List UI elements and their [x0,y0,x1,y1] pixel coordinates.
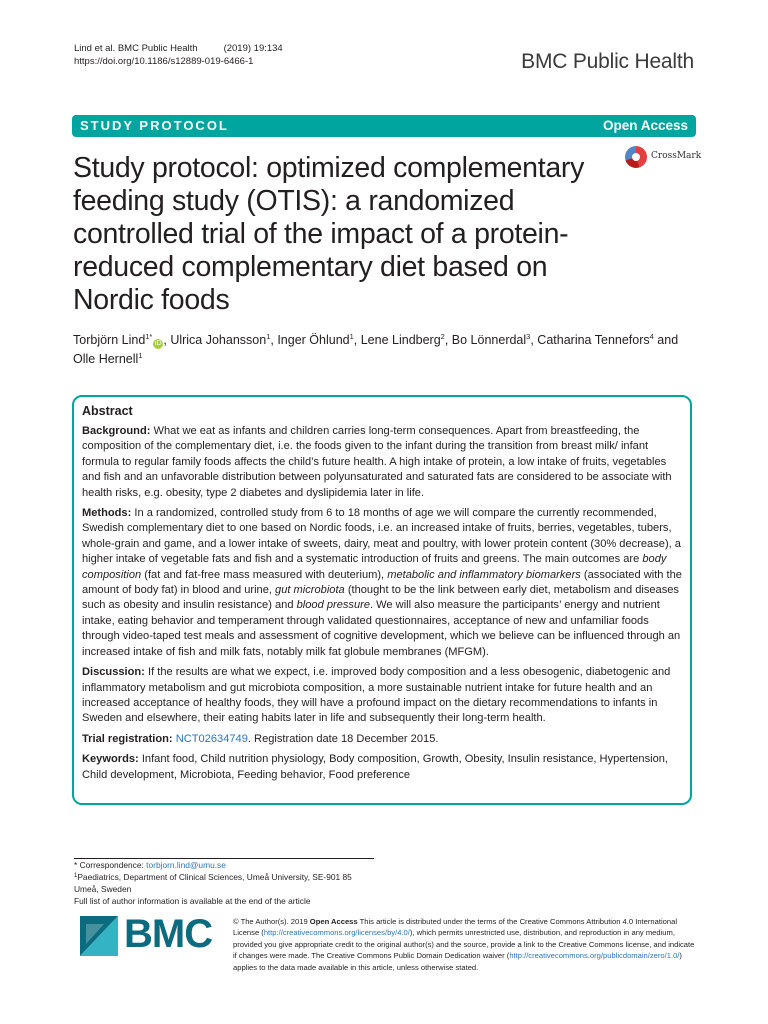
license-open-access: Open Access [309,917,358,926]
discussion-label: Discussion: [82,666,145,679]
license-url-link[interactable]: http://creativecommons.org/licenses/by/4.0/ [263,928,410,938]
correspondence-label: * Correspondence: [74,860,144,870]
methods-text: . We will also measure the participants’ energy and nutrient intake, eating behavior and temperament through validated questionnaires, acceptance of new and unfamiliar foods through video-taped test meals and assessment of cognitive development, which we believe can be influenced through an increased intake of fish and milk fats, notably milk fat globule membranes (MFGM). [82,599,681,658]
authors-conjunction: and [657,333,679,347]
methods-text: (associated with the amount of body fat) in blood and urine, [82,568,682,597]
author-affiliation-sup: 1 [349,332,354,341]
author-name: Olle Hernell [73,352,139,366]
citation-year-volume: (2019) 19:134 [223,43,283,54]
publicdomain-url-link[interactable]: http://creativecommons.org/publicdomain/zero/1.0/ [509,951,680,961]
journal-name: BMC Public Health [521,50,694,73]
author-name: Torbjörn Lind [73,333,146,347]
author-list: Torbjörn Lind$^{1*}$iD , Ulrica Johansson$^1$, Inger Öhlund$^1$, Lene Lindberg$^2$, Bo Lönnerdal$^3$, Catharina Tennefors$^4$ and Olle Hernell$^1$ [73,332,679,366]
crossmark-icon [625,146,647,168]
bmc-logo-icon [80,916,118,956]
author-info-note: Full list of author information is available at the end of the article [74,896,311,906]
methods-outcome: body composition [82,553,667,581]
crossmark-badge[interactable] [625,146,702,170]
bmc-logo-text: BMC [124,912,213,956]
doi-link[interactable]: https://doi.org/10.1186/s12889-019-6466-1 [74,56,254,67]
author-name: Ulrica Johansson [170,333,267,347]
keywords-text: Infant food, Child nutrition physiology, Body composition, Growth, Obesity, Insulin resistance, Hypertension, Child development, Microbiota, Feeding behavior, Food preference [82,753,669,781]
author-affiliation-sup: 1 [138,351,143,360]
methods-text: (thought to be the link between early diet, metabolism and diseases such as obesity and insulin resistance) and [82,584,679,612]
abstract-keywords [82,752,682,783]
author-affiliation-sup: 1 [266,332,271,341]
orcid-icon[interactable]: iD [155,340,162,347]
methods-outcome: blood pressure [296,599,370,612]
affiliation-line: Paediatrics, Department of Clinical Sciences, Umeå University, SE-901 85 [77,872,352,882]
license-body: ), which permits unrestricted use, distribution, and reproduction in any medium, provided you give appropriate credit to the original author(s) and the source, provide a link to the Creative Commons license, and indicate if changes were made. The Creative Commons Public Domain Dedication waiver ( [233,928,695,961]
citation-authors: Lind et al. BMC Public Health [74,43,198,54]
affiliation-sup: 1 [74,873,78,879]
author-name: Bo Lönnerdal [451,333,527,347]
author-name: Inger Öhlund [277,333,350,347]
methods-text: In a randomized, controlled study from 6 to 18 months of age we will compare the currently recommended, Swedish complementary diet to one based on Nordic foods, i.e. an increased intake of fruits, berries, vegetables, tubers, whole-grain and game, and a lower intake of sweets, dairy, meat and poultry, with lower protein content (30% decrease), a higher intake of vegetable fats and fish and a systematic introduction of fruits and greens. The main outcomes are [82,507,681,566]
abstract-heading: Abstract [82,404,133,418]
license-body: ) applies to the data made available in this article, unless otherwise stated. [233,951,682,972]
affiliation-line: Umeå, Sweden [74,884,132,894]
author-name: Catharina Tennefors [537,333,650,347]
crossmark-label: CrossMark [651,151,702,161]
methods-outcome: gut microbiota [275,584,345,597]
license-body: This article is distributed under the terms of the Creative Commons Attribution 4.0 International License ( [233,917,678,938]
open-access-label: Open Access [602,118,688,133]
citation-header [74,42,283,68]
abstract-background [82,424,682,501]
article-type-label: STUDY PROTOCOL [80,118,229,133]
license-text [233,916,695,973]
background-label: Background: [82,425,151,437]
author-name: Lene Lindberg [360,333,441,347]
author-affiliation-sup: 2 [440,332,445,341]
trial-id-link[interactable]: NCT02634749 [175,732,248,745]
footnotes [74,859,394,907]
author-affiliation-sup: 3 [526,332,531,341]
methods-text: (fat and fat-free mass measured with deuterium), [141,568,388,581]
trial-label: Trial registration: [82,732,173,745]
article-type-banner [72,115,696,137]
keywords-label: Keywords: [82,753,139,766]
abstract-box [72,395,692,805]
trial-text: . Registration date 18 December 2015. [247,732,439,745]
abstract-methods [82,506,682,660]
background-text: What we eat as infants and children carries long-term consequences. Apart from breastfeeding, the composition of the complementary diet, i.e. the foods given to the infant during the transition from breast milk/ infant formula to regular family foods affects the child’s future health. A high intake of protein, a low intake of fruits, vegetables and fish and an unfavorable distribution between polyunsaturated and saturated fats are considered to be associate with health risks, e.g. obesity, type 2 diabetes and dyslipidemia later in life. [82,425,672,499]
author-affiliation-sup: 1* [145,332,153,341]
abstract-trial-registration [82,732,682,747]
methods-outcome: metabolic and inflammatory biomarkers [387,568,581,581]
methods-label: Methods: [82,507,132,520]
abstract-discussion [82,665,682,727]
bmc-logo [80,914,215,960]
license-copyright: © The Author(s). 2019 [233,917,310,926]
article-title: Study protocol: optimized complementary feeding study (OTIS): a randomized controlled trial of the impact of a protein-reduced complementary diet based on Nordic foods [73,152,585,316]
author-affiliation-sup: 4 [649,332,654,341]
discussion-text: If the results are what we expect, i.e. improved body composition and a less obesogenic, diabetogenic and inflammatory metabolism and gut microbiota composition, a more sustainable nutrient intake for future health and an increased acceptance of healthy foods, they will have a profound impact on the dietary recommendations to infants in Sweden and elsewhere, their eating habits later in life and subsequently their long-term health. [82,666,671,725]
correspondence-email-link[interactable]: torbjorn.lind@umu.se [146,860,226,870]
